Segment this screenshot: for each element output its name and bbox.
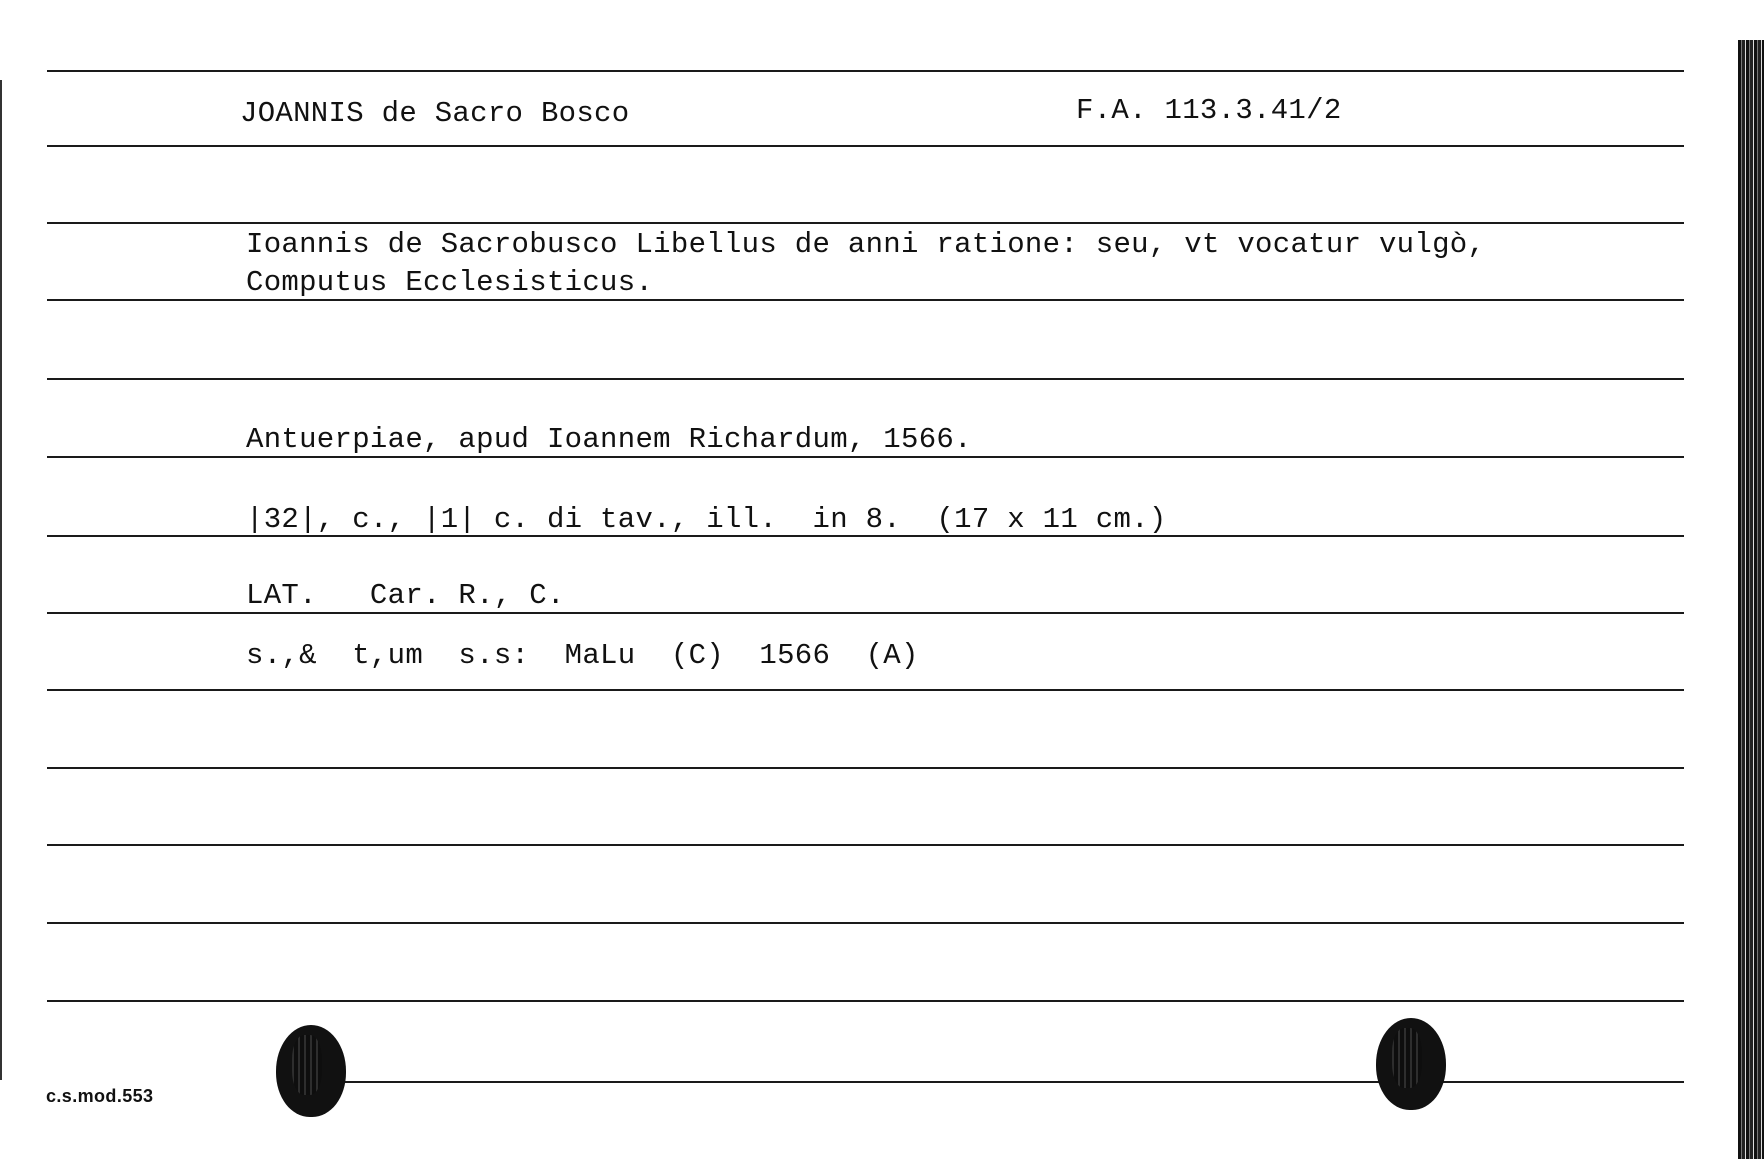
imprint: Antuerpiae, apud Ioannem Richardum, 1566.: [246, 423, 972, 456]
ruled-line: [47, 456, 1684, 458]
language-and-type: LAT. Car. R., C.: [246, 579, 565, 612]
shelfmark: F.A. 113.3.41/2: [1076, 94, 1342, 127]
ruled-line: [47, 378, 1684, 380]
ruled-line: [47, 222, 1684, 224]
ruled-line: [47, 844, 1684, 846]
punch-hole-right: [1376, 1018, 1446, 1110]
card-left-edge: [0, 80, 2, 1080]
title-line-1: Ioannis de Sacrobusco Libellus de anni ratione: seu, vt vocatur vulgò,: [246, 228, 1486, 261]
card-right-edge: [1738, 40, 1764, 1159]
ruled-line: [330, 1081, 1684, 1083]
form-code: c.s.mod.553: [46, 1086, 154, 1106]
ruled-line: [47, 612, 1684, 614]
ruled-line: [47, 1000, 1684, 1002]
collation: |32|, c., |1| c. di tav., ill. in 8. (17 x 11 cm.): [246, 503, 1167, 536]
author-heading: JOANNIS de Sacro Bosco: [240, 97, 630, 130]
fingerprint: s.,& t,um s.s: MaLu (C) 1566 (A): [246, 639, 919, 672]
ruled-line: [47, 689, 1684, 691]
ruled-line: [47, 299, 1684, 301]
title-line-2: Computus Ecclesisticus.: [246, 266, 654, 299]
ruled-line: [47, 767, 1684, 769]
ruled-line: [47, 145, 1684, 147]
punch-hole-left: [276, 1025, 346, 1117]
ruled-line: [47, 70, 1684, 72]
ruled-line: [47, 922, 1684, 924]
